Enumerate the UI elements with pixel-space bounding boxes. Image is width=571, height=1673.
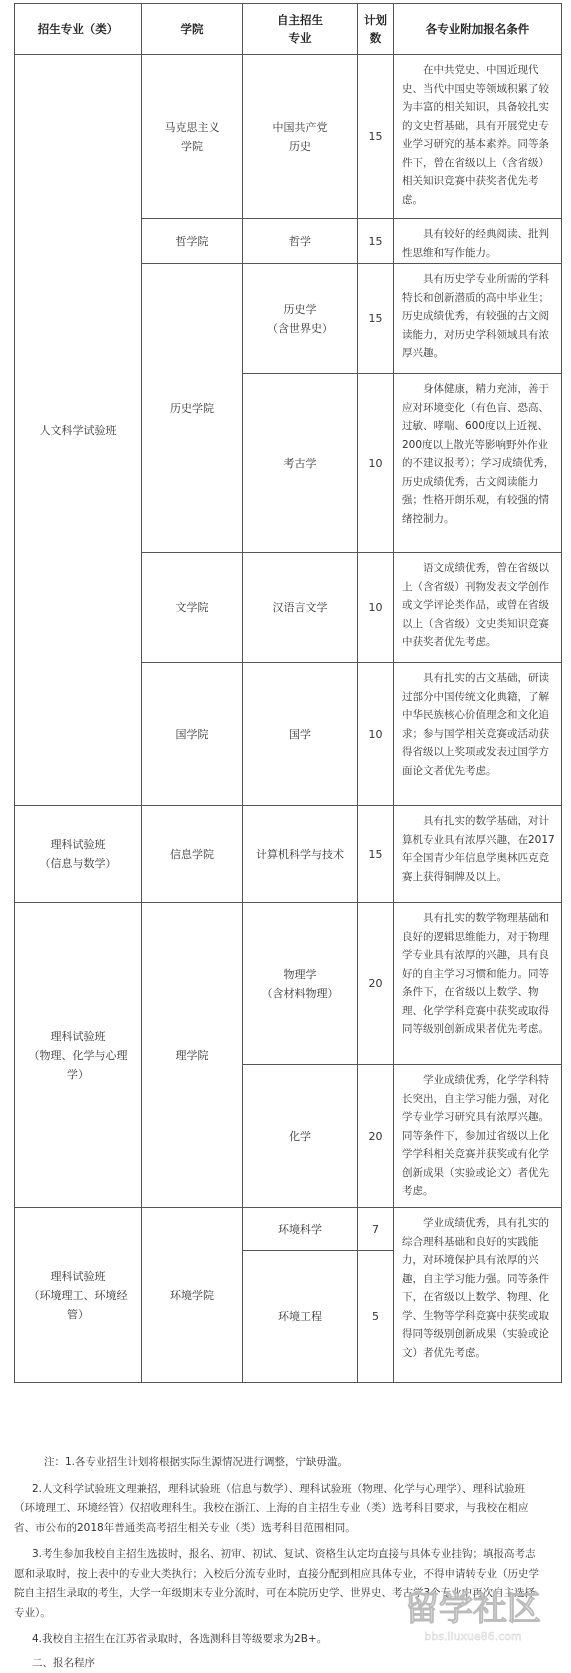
table-row [15,1208,562,1251]
plan-cell: 10 [358,374,394,553]
header-major: 自主招生 专业 [243,4,358,55]
plan-cell: 15 [358,264,394,374]
table-row [15,55,562,219]
watermark-url: bbs.liuxue86.com [424,1630,522,1643]
major-cell: 物理学 （含材料物理） [243,903,358,1065]
program-humanities: 人文科学试验班 [15,55,142,806]
condition-cell: 具有历史学专业所需的学科特长和创新潜质的高中毕业生；历史成绩优秀，有较强的古文阅读能力，对历史学科领域具有浓厚兴趣。 [394,264,562,374]
section-heading: 二、报名程序 [14,1654,544,1673]
college-cell: 信息学院 [142,806,243,903]
note-1: 注：1.各专业招生计划将根据实际生源情况进行调整，宁缺毋滥。 [14,1453,544,1473]
college-cell: 历史学院 [142,264,243,553]
major-cell: 历史学 （含世界史） [243,264,358,374]
major-cell: 环境科学 [243,1208,358,1251]
condition-cell: 在中共党史、中国近现代史、当代中国史等领域积累了较为丰富的相关知识，具备较扎实的文史哲基础，具有开展党史专业学习研究的基本素养。同等条件下，曾在省级以上（含省级）相关知识竞赛中获奖者优先考虑。 [394,55,562,219]
notes-section [14,1453,544,1673]
plan-cell: 15 [358,55,394,219]
note-3: 3.考生参加我校自主招生选拔时，报名、初审、初试、复试、资格生认定均直接与具体专业挂钩；填报高考志愿和录取时，按上表中的专业大类执行；入校后分流专业时，直接分配到相应具体专业，不得申请转专业（历史学院自主招生录取的考生，大学一年级期末专业分流时，可在本院历史学、世界史、考古学3个专业中再次自主选择专业）。 [14,1545,544,1623]
header-plan: 计划 数 [358,4,394,55]
college-cell: 马克思主义 学院 [142,55,243,219]
condition-cell: 具有较好的经典阅读、批判性思维和写作能力。 [394,219,562,264]
table-header-row [15,4,562,55]
college-cell: 文学院 [142,553,243,663]
plan-cell: 15 [358,806,394,903]
program-science-env: 理科试验班 （环境理工、环境经 管） [15,1208,142,1383]
admission-table [14,3,562,1383]
plan-cell: 5 [358,1251,394,1383]
header-condition: 各专业附加报名条件 [394,4,562,55]
condition-cell: 具有扎实的数学物理基础和良好的逻辑思维能力，对于物理学专业具有浓厚的兴趣，具有良好的自主学习习惯和能力。同等条件下，在省级以上数学、物理、化学学科竞赛中获奖或取得同等级别创新成果者优先考虑。 [394,903,562,1065]
plan-cell: 7 [358,1208,394,1251]
header-program: 招生专业（类） [15,4,142,55]
major-cell: 国学 [243,663,358,806]
college-cell: 国学院 [142,663,243,806]
condition-cell: 具有扎实的古文基础，研读过部分中国传统文化典籍，了解中华民族核心价值理念和文化追求；参与国学相关竞赛或活动获得省级以上奖项或发表过国学方面论文者优先考虑。 [394,663,562,806]
major-cell: 计算机科学与技术 [243,806,358,903]
condition-cell: 具有扎实的数学基础，对计算机专业具有浓厚兴趣，在2017年全国青少年信息学奥林匹克竞赛上获得铜牌及以上。 [394,806,562,903]
college-cell: 理学院 [142,903,243,1208]
condition-cell: 语文成绩优秀，曾在省级以上（含省级）刊物发表文学创作或文学评论类作品，或曾在省级以上（含省级）文史类知识竞赛中获奖者优先考虑。 [394,553,562,663]
major-cell: 汉语言文学 [243,553,358,663]
major-cell: 化学 [243,1065,358,1208]
plan-cell: 20 [358,903,394,1065]
plan-cell: 10 [358,663,394,806]
college-cell: 环境学院 [142,1208,243,1383]
program-science-info: 理科试验班 （信息与数学） [15,806,142,903]
plan-cell: 10 [358,553,394,663]
condition-cell: 身体健康，精力充沛，善于应对环境变化（有色盲、恐高、过敏、哮喘、600度以上近视、200度以上散光等影响野外作业的不建议报考）；学习成绩优秀，历史成绩优秀，古文阅读能力强；性格开朗乐观，有较强的情绪控制力。 [394,374,562,553]
major-cell: 考古学 [243,374,358,553]
program-science-phys: 理科试验班 （物理、化学与心理 学） [15,903,142,1208]
plan-cell: 15 [358,219,394,264]
college-cell: 哲学院 [142,219,243,264]
watermark-text: 留学社区 [405,1589,541,1629]
major-cell: 中国共产党 历史 [243,55,358,219]
note-2: 2.人文科学试验班文理兼招，理科试验班（信息与数学）、理科试验班（物理、化学与心理学）、理科试验班（环境理工、环境经管）仅招收理科生。我校在浙江、上海的自主招生专业（类）选考科目要求，与我校在相应省、市公布的2018年普通类高考招生相关专业（类）选考科目范围相同。 [14,1480,544,1539]
header-college: 学院 [142,4,243,55]
table-row [15,903,562,1065]
condition-cell: 学业成绩优秀，化学学科特长突出，自主学习能力强，对化学专业学习研究具有浓厚兴趣。同等条件下，参加过省级以上化学学科相关竞赛并获奖或有化学创新成果（实验或论文）者优先考虑。 [394,1065,562,1208]
major-cell: 哲学 [243,219,358,264]
table-row [15,806,562,903]
plan-cell: 20 [358,1065,394,1208]
note-4: 4.我校自主招生在江苏省录取时，各选测科目等级要求为2B+。 [14,1630,544,1650]
condition-cell: 学业成绩优秀，具有扎实的综合理科基础和良好的实践能力，对环境保护具有浓厚的兴趣，自主学习能力强。同等条件下，在省级以上数学、物理、化学、生物等学科竞赛中获奖或取得同等级别创新成果（实验或论文）者优先考虑。 [394,1208,562,1383]
major-cell: 环境工程 [243,1251,358,1383]
